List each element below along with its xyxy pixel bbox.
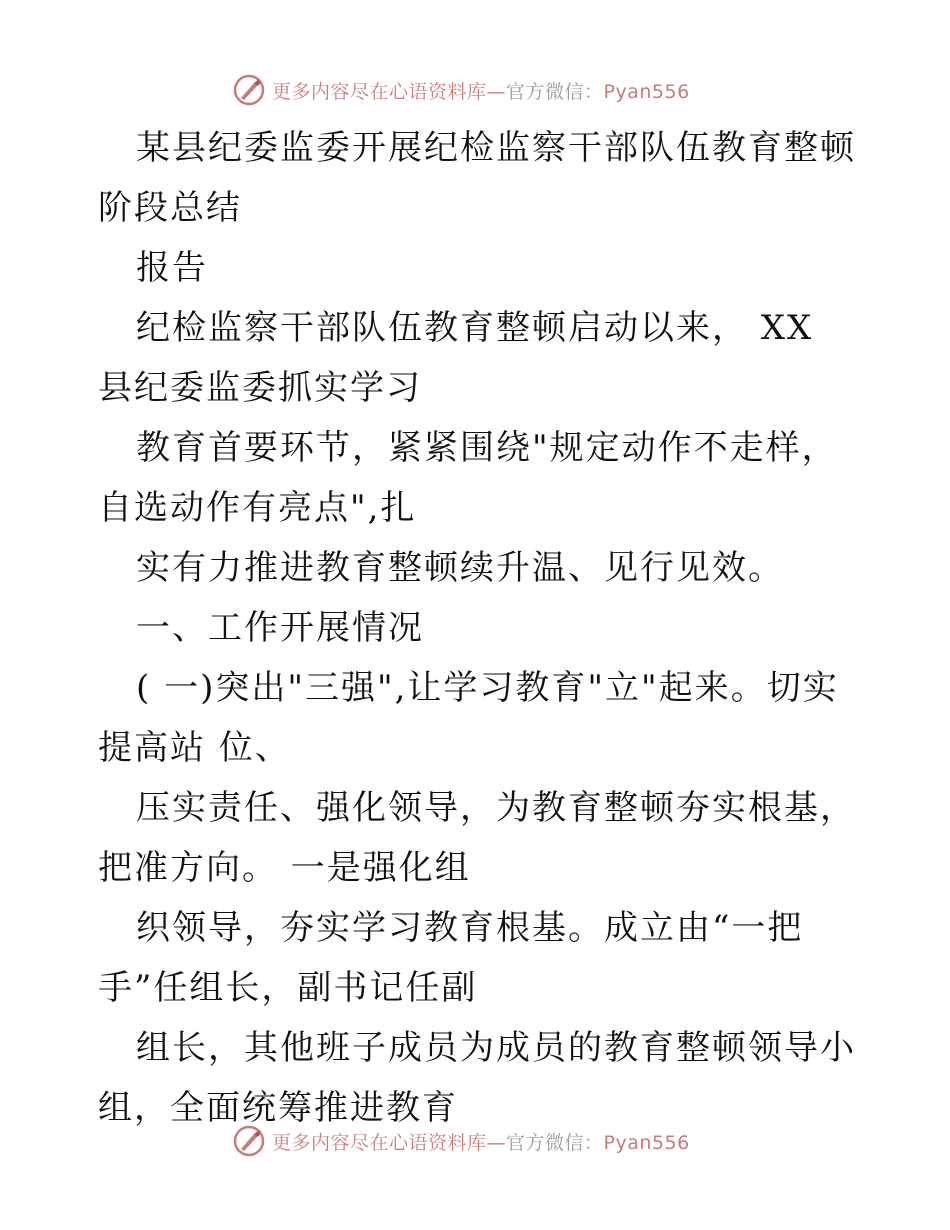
section-heading: 一、工作开展情况 bbox=[136, 608, 424, 648]
watermark-text: 更多内容尽在心语资料库—官方微信：Pyan556 bbox=[272, 1131, 690, 1154]
body-paragraph: 实有力推进教育整顿续升温、见行见效。 bbox=[136, 548, 784, 588]
document-body bbox=[98, 118, 858, 1138]
footer-watermark bbox=[232, 1121, 690, 1161]
body-paragraph: 教育首要环节，紧紧围绕"规定动作不走样，自选动作有亮点",扎 bbox=[98, 428, 838, 528]
body-paragraph: 组长，其他班子成员为成员的教育整顿领导小组，全面统筹推进教育 bbox=[98, 1028, 856, 1128]
document-title: 某县纪委监委开展纪检监察干部队伍教育整顿阶段总结 bbox=[98, 128, 856, 228]
watermark-text: 更多内容尽在心语资料库—官方微信：Pyan556 bbox=[272, 80, 690, 103]
body-paragraph: 织领导，夯实学习教育根基。成立由“一把手”任组长，副书记任副 bbox=[98, 908, 804, 1008]
body-paragraph: 压实责任、强化领导，为教育整顿夯实根基，把准方向。 一是强化组 bbox=[98, 788, 856, 888]
body-paragraph: 纪检监察干部队伍教育整顿启动以来， XX 县纪委监委抓实学习 bbox=[98, 308, 827, 408]
document-title-continued: 报告 bbox=[136, 248, 208, 288]
quill-pen-logo-icon bbox=[232, 1124, 266, 1158]
body-paragraph: ( 一)突出"三强",让学习教育"立"起来。切实提高站 位、 bbox=[98, 668, 839, 768]
header-watermark bbox=[232, 70, 690, 110]
quill-pen-logo-icon bbox=[232, 73, 266, 107]
